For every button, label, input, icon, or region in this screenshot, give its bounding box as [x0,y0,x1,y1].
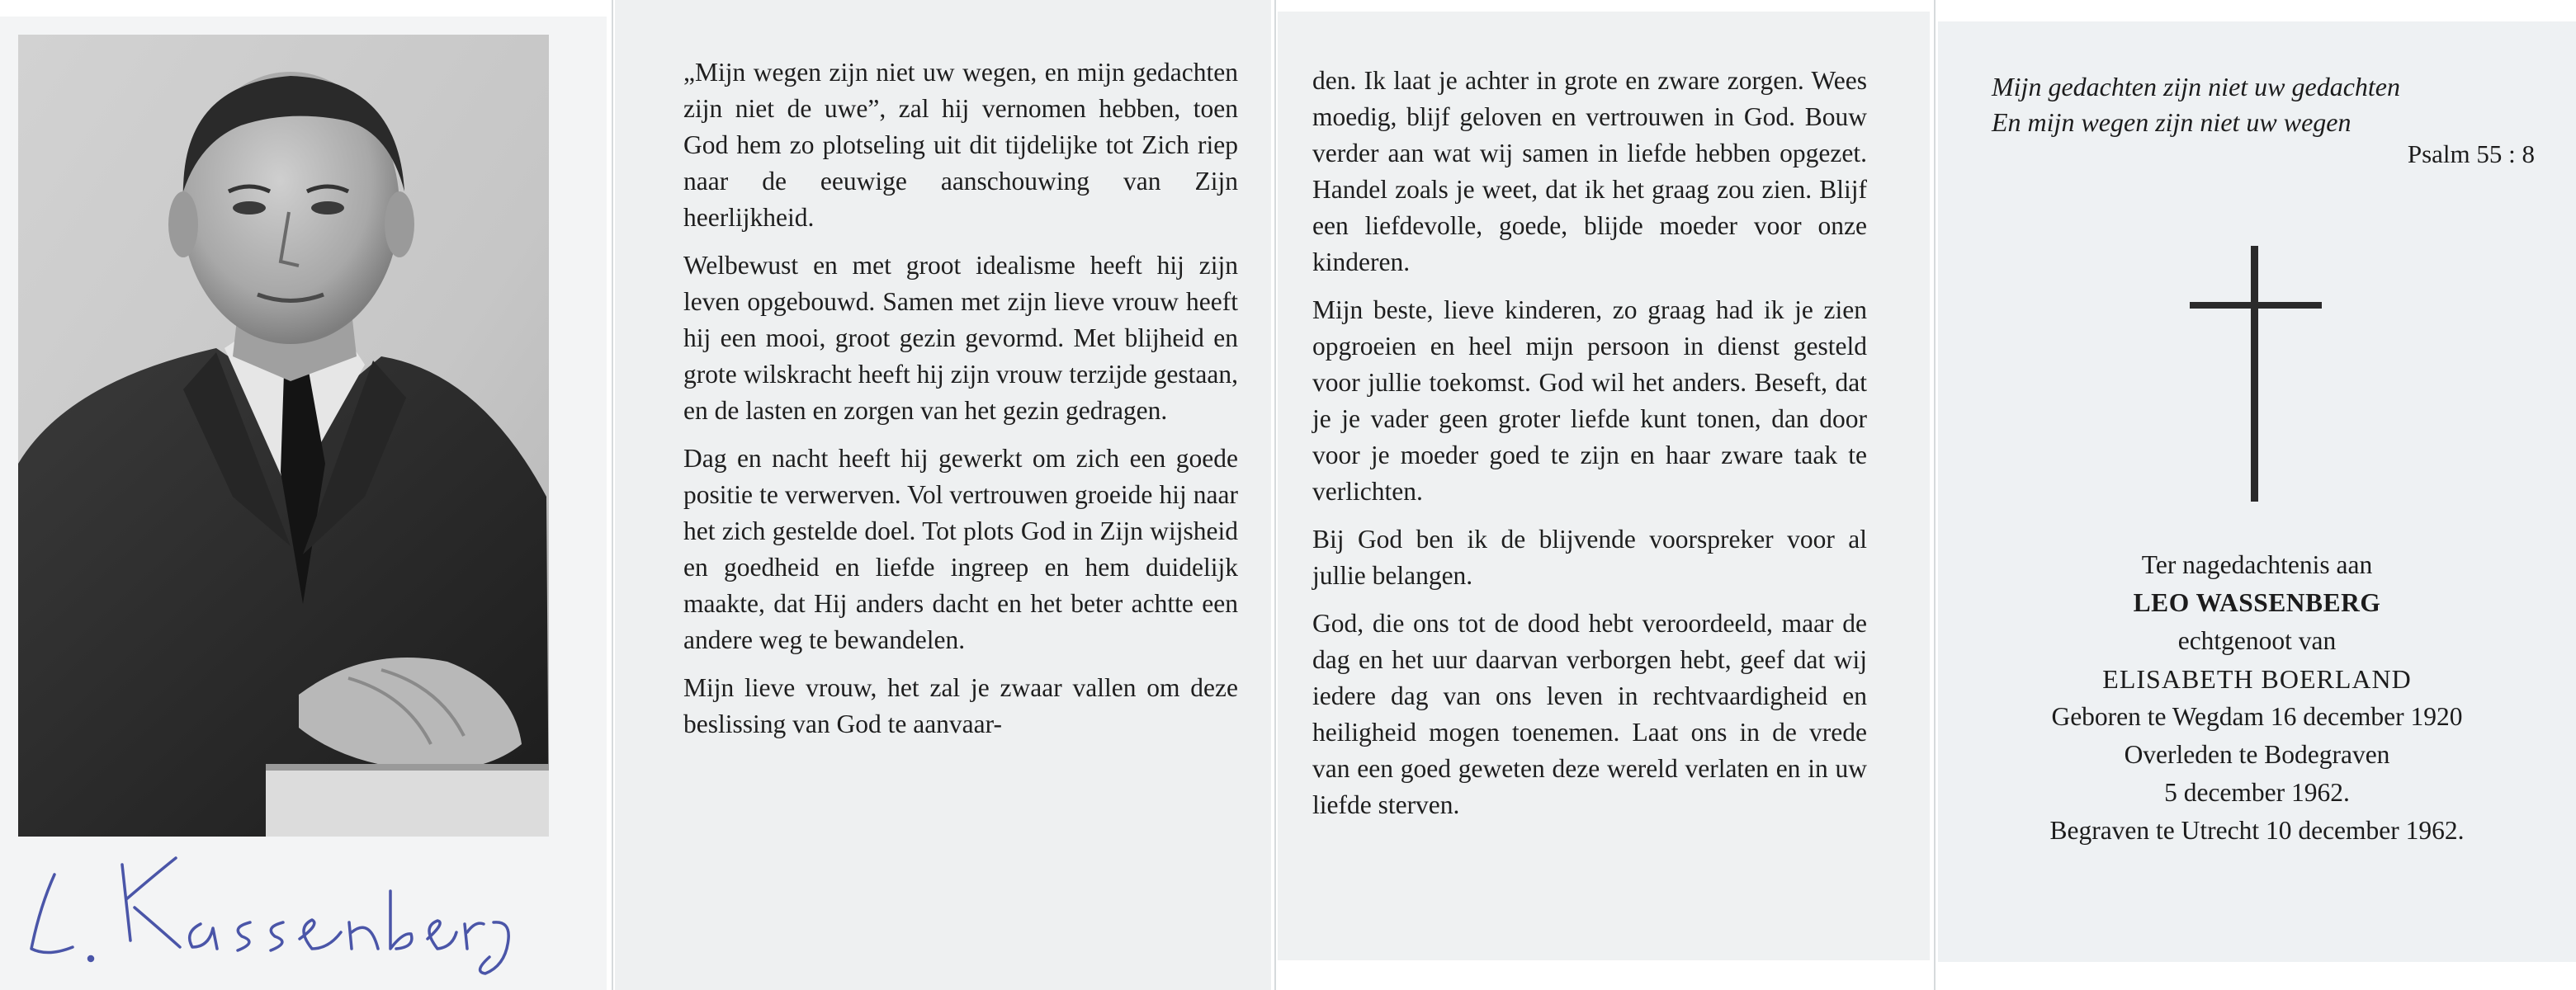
fold-line [1934,0,1936,990]
quote-line: En mijn wegen zijn niet uw wegen [1992,107,2351,137]
photo-panel [0,16,607,990]
text-panel-right [1278,12,1930,960]
notice-panel [1938,21,2576,962]
spouse-name: ELISABETH BOERLAND [2102,664,2412,694]
text-panel-left [615,0,1271,990]
paragraph: Dag en nacht heeft hij gewerkt om zich een goede positie te verwerven. Vol vertrouwen groeide hij naar het zich gestelde doel. Tot plots God in Zijn wijsheid en goedheid en liefde ingreep en hem duidelijk maakte, dat Hij anders dacht en het beter achtte een andere weg te bewandelen. [683,444,1238,654]
in-memory-line: Ter nagedachtenis aan [2141,550,2373,579]
death-date: 5 december 1962. [2164,778,2350,807]
paragraph: God, die ons tot de dood hebt veroordeeld, maar de dag en het uur daarvan verborgen hebt, geef dat wij iedere dag van ons leven in rechtvaardigheid en heiligheid mogen toenemen. Laat ons in de vrede van een goed geweten deze wereld verlaten en in uw liefde sterven. [1312,609,1867,819]
spouse-intro: echtgenoot van [2177,626,2337,655]
paragraph: Mijn lieve vrouw, het zal je zwaar vallen om deze beslissing van God te aanvaar- [683,673,1238,738]
paragraph: „Mijn wegen zijn niet uw wegen, en mijn gedachten zijn niet de uwe”, zal hij vernomen hebben, toen God hem zo plotseling uit dit tijdelijke tot Zich riep naar de eeuwige aanschouwing van Zijn heerlijkheid. [683,58,1238,232]
scripture-quote [1992,69,2545,140]
signature [15,842,518,982]
birth-line: Geboren te Wegdam 16 december 1920 [2051,702,2463,731]
portrait-photo [18,35,549,837]
paragraph: Welbewust en met groot idealisme heeft hij zijn leven opgebouwd. Samen met zijn lieve vrouw heeft hij een mooi, groot gezin gevormd. Met blijheid en grote wilskracht heeft hij zijn vrouw terzijde gestaan, en de lasten en zorgen van het gezin gedragen. [683,251,1238,425]
cross-icon [2190,246,2322,502]
paragraph: Mijn beste, lieve kinderen, zo graag had ik je zien opgroeien en heel mijn persoon in dienst gesteld voor jullie toekomst. God wil het anders. Beseft, dat je je vader geen groter liefde kunt tonen, dan door voor je moeder goed te zijn en haar zware taak te verlichten. [1312,295,1867,506]
paragraph: den. Ik laat je achter in grote en zware zorgen. Wees moedig, blijf geloven en vertrouwen in God. Bouw verder aan wat wij samen in liefde hebben opgezet. Handel zoals je weet, dat ik het graag zou zien. Blijf een liefdevolle, goede, blijde moeder voor onze kinderen. [1312,66,1867,276]
death-line: Overleden te Bodegraven [2124,740,2390,769]
quote-line: Mijn gedachten zijn niet uw gedachten [1992,72,2400,101]
portrait-illustration [18,35,549,837]
fold-line [1274,0,1276,990]
deceased-name: LEO WASSENBERG [2133,588,2381,617]
memorial-text-left [683,54,1238,754]
burial-line: Begraven te Utrecht 10 december 1962. [2049,816,2465,845]
death-notice [1938,546,2576,850]
psalm-reference: Psalm 55 : 8 [2407,139,2535,168]
memorial-text-right [1312,63,1867,835]
paragraph: Bij God ben ik de blijvende voorspreker voor al jullie belangen. [1312,525,1867,590]
fold-line [612,0,613,990]
signature-handwriting [15,842,518,982]
